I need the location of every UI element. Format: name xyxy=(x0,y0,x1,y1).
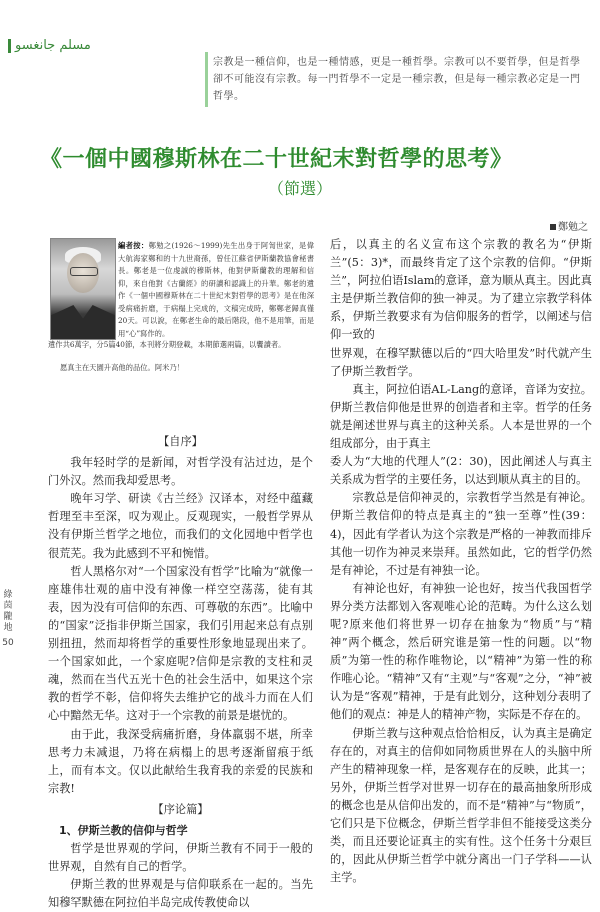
paragraph: 由于此，我深受病痛折磨，身体羸弱不堪，所幸思考力未减退，乃将在病榻上的思考逐渐留痕于纸上，而有本文。仅以此献给生我育我的亲爱的民族和宗教! xyxy=(48,727,313,795)
paragraph: 后，以真主的名义宣布这个宗教的教名为“伊斯兰”(5：3)*，而最终肯定了这个宗教的信仰。“伊斯兰”，阿拉伯语Islam的意译，意为顺从真主。因此真主是伊斯兰教信仰的独一神灵。为了建立宗教学科体系，伊斯兰教要求有为信仰服务的哲学，以阐述与信仰一致的 xyxy=(330,238,592,342)
right-column xyxy=(330,236,592,887)
theory-heading: 【序论篇】 xyxy=(152,802,209,816)
epigraph-quote: 宗教是一種信仰，也是一種情感，更是一種哲學。宗教可以不要哲學，但是哲學卻不可能沒有宗教。每一門哲學不一定是一種宗教，但是每一種宗教必定是一門哲學。 xyxy=(213,57,581,102)
page-number: 50 xyxy=(2,638,14,648)
paragraph: 哲人黑格尔对“一个国家没有哲学”比喻为“就像一座雄伟壮观的庙中没有神像一样空空荡荡，徒有其表，因为没有可信仰的东西、可尊敬的东西”。比喻中的“国家”泛指非伊斯兰国家，我们引用起来总有点别别扭扭，然而却将哲学的重要性形象地显现出来了。一个国家如此，一个家庭呢?信仰是宗教的支柱和灵魂，然而在当代五光十色的社会生活中，如果这个宗教的哲学不彰，信仰将失去维护它的战斗力而在人们心中黯然无华。这对于一个宗教的前景是堪忧的。 xyxy=(48,564,313,723)
author-name: 鄭勉之 xyxy=(558,222,588,233)
author-portrait xyxy=(50,238,116,340)
portrait-glasses xyxy=(70,267,98,276)
paragraph: 我年轻时学的是新闻，对哲学没有沾过边，是个门外汉。然而我却爱思考。 xyxy=(48,456,313,488)
square-bullet-icon xyxy=(550,224,556,230)
section-label: مسلم جانغسو xyxy=(15,38,91,53)
paragraph: 哲学是世界观的学问，伊斯兰教有不同于一般的世界观，自然有自己的哲学。 xyxy=(48,842,313,874)
left-column xyxy=(48,430,313,912)
portrait-suit xyxy=(51,305,115,339)
paragraph: 伊斯兰教与这种观点恰恰相反，认为真主是确定存在的，对真主的信仰如同物质世界在人的头脑中所产生的精神现象一样，是客观存在的反映，此其一；另外，伊斯兰哲学对世界一切存在的最高抽象所形成的概念也是从信仰出发的，而不是“精神”与“物质”，它们只是下位概念，伊斯兰哲学非但不能接受这类分类，而且还要论证真主的实有性。这个任务十分艰巨的，因此从伊斯兰哲学中就分离出一门子学科——认主学。 xyxy=(330,726,592,885)
editor-note-text: 鄭勉之(1926～1999)先生出身于阿訇世家，是偉大航海家鄭和的十九世裔孫，曾任江蘇省伊斯蘭教協會秘書長。鄭老是一位虔誠的穆斯林，他對伊斯蘭教的理解和信仰，來自他對《古蘭經》的研讀和認識上的升華。鄭老的遺作《一個中國穆斯林在二十世紀末對哲學的思考》是在他深受病痛折磨，于病榻上完成的，文稿完成時，鄭鄭老歸真僅20天。可以說，在鄭老生命的最后階段，他不是用筆，而是用“心”寫作的。 xyxy=(118,241,314,338)
paragraph: 晚年习学、研读《古兰经》汉译本，对经中蕴藏哲理至丰至深，叹为观止。反观现实，一般哲学界从没有伊斯兰哲学之地位，而我们的文化园地中哲学也很荒芜。我为此感到不平和惋惜。 xyxy=(48,492,313,560)
paragraph: 世界观，在穆罕默德以后的“四大哈里发”时代就产生了伊斯兰教哲学。 xyxy=(330,346,592,378)
author-byline xyxy=(550,218,588,233)
paragraph: 有神论也好，有神独一论也好，按当代我国哲学界分类方法都划入客观唯心论的范畴。为什么这么划呢?原来他们将世界一切存在抽象为“物质”与“精神”两个概念，然后研究谁是第一性的问题。以“物质”为第一性的称作唯物论，以“精神”为第一性的称作唯心论。“精神”又有“主观”与“客观”之分，“神”被认为是“客观”精神，于是有此划分，这种划分表明了他们的观点：神是人的精神产物，实际是不存在的。 xyxy=(330,581,592,722)
article-subtitle: （節選） xyxy=(267,179,332,198)
page-sidebar xyxy=(2,590,14,649)
preface-heading: 【自序】 xyxy=(158,435,203,448)
quote-rule xyxy=(205,52,208,107)
editor-note-label: 編者按： xyxy=(118,241,149,250)
header-bar xyxy=(8,39,11,53)
paragraph: 真主，阿拉伯语AL-Lang的意译，音译为安拉。伊斯兰教信仰他是世界的创造者和主宰。哲学的任务就是阐述世界与真主的这种关系。人本是世界的一个组成部分，由于真主 xyxy=(330,382,592,451)
paragraph: 委人为“大地的代理人”(2：30)，因此阐述人与真主关系成为哲学的主要任务，以达到顺从真主的目的。 xyxy=(330,455,592,487)
magazine-name: 綠茵隴地 xyxy=(3,590,13,633)
paragraph: 宗教总是信仰神灵的，宗教哲学当然是有神论。伊斯兰教信仰的特点是真主的“独一至尊”性(39：4)，因此有学者认为这个宗教是严格的一神教而排斥其他一切作为神灵来崇拜。虽然如此，它的哲学仍然是有神论，不过是有神独一论。 xyxy=(330,491,592,577)
serial-note: 遺作共6萬字，分5篇40節，本刊將分期登載，本期節選兩篇，以饗讀者。 xyxy=(48,340,286,349)
editor-note xyxy=(118,240,314,340)
article-title: 《一個中國穆斯林在二十世紀末對哲學的思考》 xyxy=(40,146,513,172)
sub-heading: 1、伊斯兰教的信仰与哲学 xyxy=(59,823,188,837)
section-header xyxy=(8,38,91,53)
blessing-note: 愿真主在天園升高他的品位。阿米乃！ xyxy=(60,363,185,372)
paragraph: 伊斯兰教的世界观是与信仰联系在一起的。当先知穆罕默德在阿拉伯半岛完成传教使命以 xyxy=(48,878,313,910)
